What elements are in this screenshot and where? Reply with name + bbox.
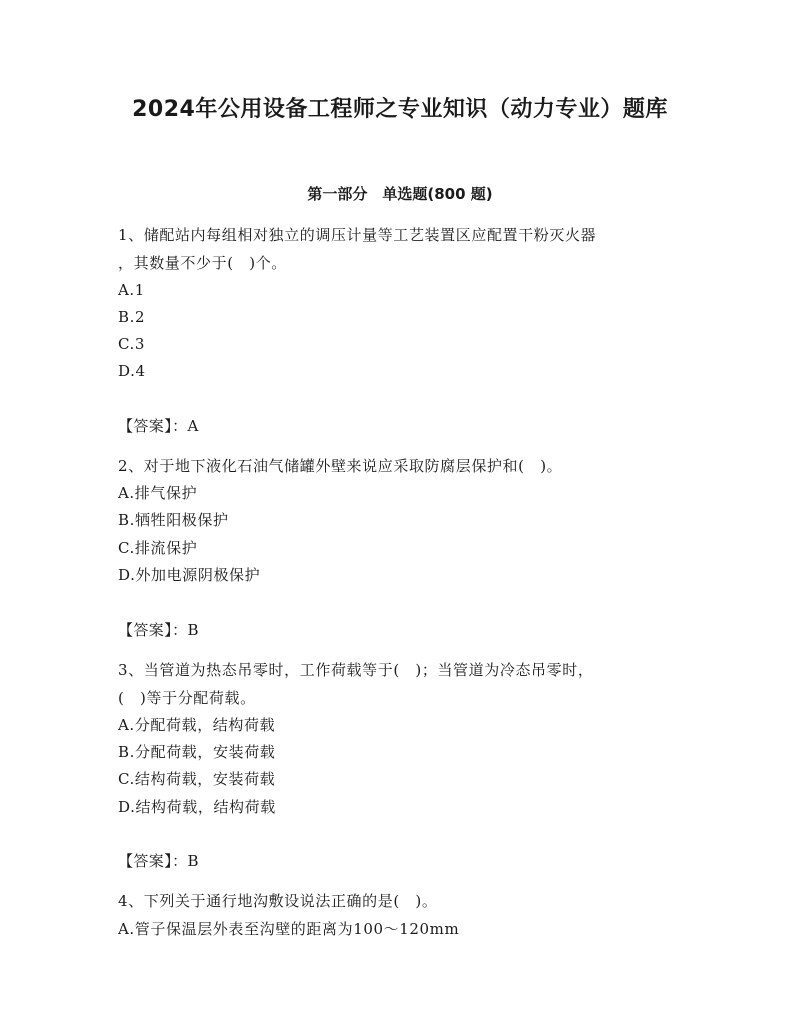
question-1-stem-line-2: ，其数量不少于( )个。	[118, 254, 287, 272]
question-4-option-a: A.管子保温层外表至沟壁的距离为100～120mm	[118, 920, 460, 938]
question-3-option-d: D.结构荷载，结构荷载	[118, 798, 276, 816]
question-4-stem-line-1: 4、下列关于通行地沟敷设说法正确的是( )。	[118, 892, 438, 910]
section-title: 第一部分 单选题(800 题)	[307, 185, 493, 203]
question-2-stem-line-1: 2、对于地下液化石油气储罐外壁来说应采取防腐层保护和( )。	[118, 457, 563, 475]
question-1-option-c: C.3	[118, 335, 146, 353]
question-2-option-a: A.排气保护	[118, 484, 198, 502]
question-2-option-d: D.外加电源阴极保护	[118, 566, 261, 584]
question-3-stem-line-2: ( )等于分配荷载。	[118, 689, 256, 707]
question-3-stem-line-1: 3、当管道为热态吊零时，工作荷载等于( )；当管道为冷态吊零时，	[118, 661, 594, 679]
question-1-option-a: A.1	[118, 281, 145, 299]
question-2-answer: 【答案】：B	[118, 621, 199, 639]
question-3-option-a: A.分配荷载，结构荷载	[118, 716, 276, 734]
question-3-answer: 【答案】：B	[118, 852, 199, 870]
question-2-option-b: B.牺牲阳极保护	[118, 511, 229, 529]
question-3-option-b: B.分配荷载，安装荷载	[118, 743, 276, 761]
question-1-option-d: D.4	[118, 362, 146, 380]
question-2-option-c: C.排流保护	[118, 539, 198, 557]
document-title: 2024年公用设备工程师之专业知识（动力专业）题库	[132, 97, 668, 122]
question-3-option-c: C.结构荷载，安装荷载	[118, 770, 276, 788]
question-1-stem-line-1: 1、储配站内每组相对独立的调压计量等工艺装置区应配置干粉灭火器	[118, 226, 597, 244]
question-1-answer: 【答案】：A	[118, 417, 199, 435]
question-1-option-b: B.2	[118, 308, 146, 326]
